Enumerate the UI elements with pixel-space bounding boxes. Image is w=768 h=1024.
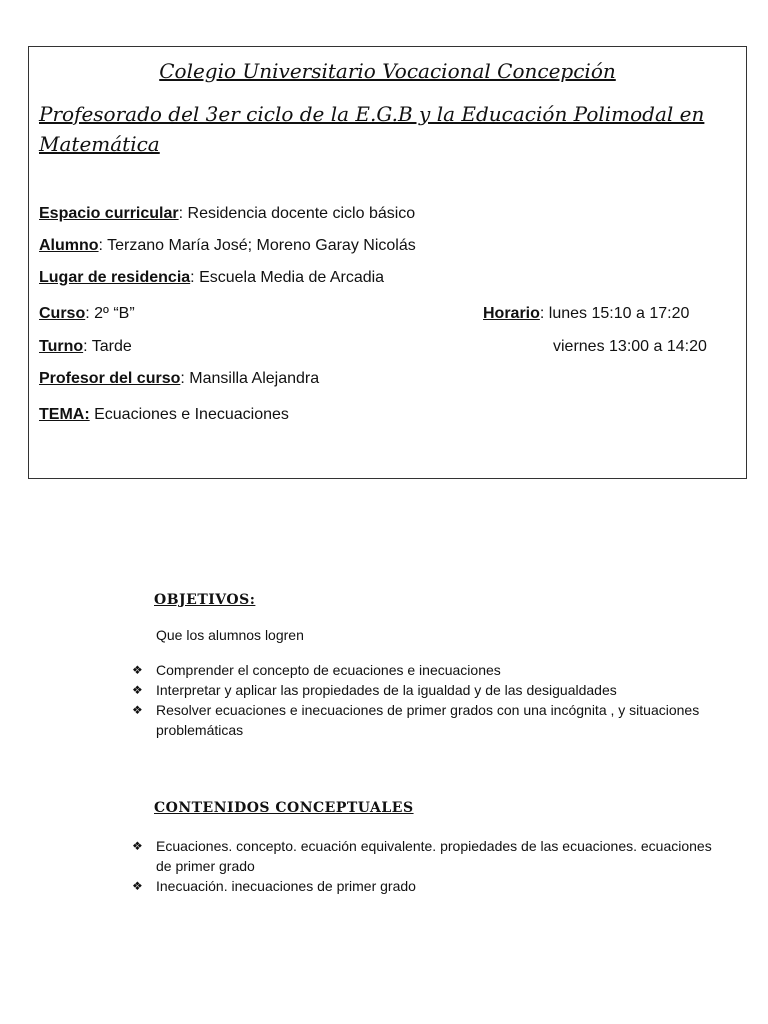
- turno-label: Turno: [39, 338, 84, 355]
- alumno-row: [39, 237, 416, 255]
- diamond-bullet-icon: ❖: [132, 839, 143, 853]
- alumno-label: Alumno: [39, 237, 99, 254]
- program-title: Profesorado del 3er ciclo de la E.G.B y la Educación Polimodal en Matemática: [39, 102, 705, 156]
- curso-row: [39, 305, 135, 323]
- espacio-curricular-label: Espacio curricular: [39, 205, 179, 222]
- list-item: ❖ Ecuaciones. concepto. ecuación equivalente. propiedades de las ecuaciones. ecuaciones de primer grado: [132, 838, 712, 874]
- profesor-row: [39, 370, 319, 388]
- horario-value-1: : lunes 15:10 a 17:20: [539, 305, 690, 322]
- tema-label: TEMA:: [39, 406, 90, 423]
- turno-value: : Tarde: [83, 338, 132, 355]
- diamond-bullet-icon: ❖: [132, 683, 143, 697]
- lugar-label: Lugar de residencia: [39, 269, 191, 286]
- list-item: ❖ Inecuación. inecuaciones de primer grado: [132, 878, 416, 894]
- list-item: ❖ Comprender el concepto de ecuaciones e inecuaciones: [132, 662, 501, 678]
- curso-value: : 2º “B”: [85, 305, 135, 322]
- horario-value-2: viernes 13:00 a 14:20: [553, 338, 707, 355]
- tema-value: Ecuaciones e Inecuaciones: [89, 406, 289, 423]
- diamond-bullet-icon: ❖: [132, 703, 143, 717]
- diamond-bullet-icon: ❖: [132, 663, 143, 677]
- contenidos-list: [132, 836, 712, 896]
- objetivos-list: [132, 660, 712, 740]
- lugar-value: : Escuela Media de Arcadia: [190, 269, 385, 286]
- horario-row: [483, 305, 689, 323]
- tema-row: [39, 406, 289, 424]
- profesor-value: : Mansilla Alejandra: [180, 370, 320, 387]
- list-item: ❖ Resolver ecuaciones e inecuaciones de primer grados con una incógnita , y situaciones problemáticas: [132, 702, 700, 738]
- profesor-label: Profesor del curso: [39, 370, 181, 387]
- list-item: ❖ Interpretar y aplicar las propiedades de la igualdad y de las desigualdades: [132, 682, 617, 698]
- espacio-curricular-row: [39, 205, 415, 223]
- objetivos-intro: Que los alumnos logren: [156, 627, 304, 643]
- header-box: [28, 46, 747, 479]
- lugar-row: [39, 269, 384, 287]
- horario-label: Horario: [483, 305, 540, 322]
- alumno-value: : Terzano María José; Moreno Garay Nicolás: [98, 237, 416, 254]
- objetivos-title: OBJETIVOS:: [154, 592, 256, 608]
- curso-label: Curso: [39, 305, 86, 322]
- school-name: Colegio Universitario Vocacional Concepción: [159, 59, 616, 83]
- diamond-bullet-icon: ❖: [132, 879, 143, 893]
- espacio-curricular-value: : Residencia docente ciclo básico: [178, 205, 416, 222]
- contenidos-title: CONTENIDOS CONCEPTUALES: [154, 800, 414, 816]
- turno-row: [39, 338, 132, 356]
